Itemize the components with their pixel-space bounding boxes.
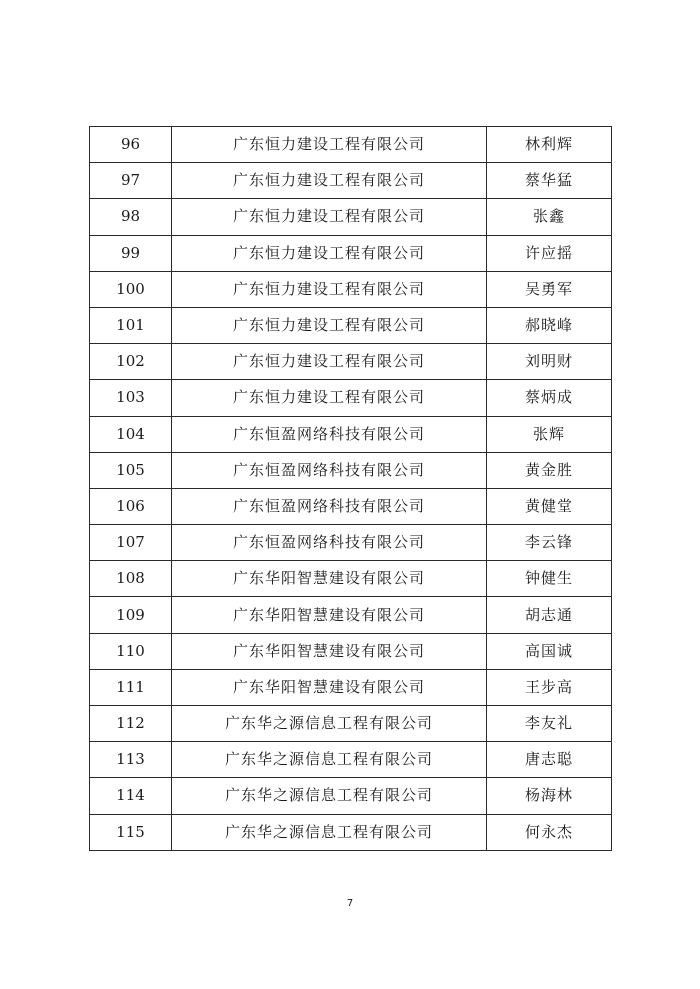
- row-number-cell: 109: [90, 597, 172, 633]
- person-name-cell: 郝晓峰: [487, 307, 612, 343]
- person-name-cell: 许应摇: [487, 235, 612, 271]
- person-name-cell: 蔡炳成: [487, 380, 612, 416]
- row-number-cell: 114: [90, 778, 172, 814]
- company-name-cell: 广东华之源信息工程有限公司: [172, 706, 487, 742]
- row-number-cell: 107: [90, 525, 172, 561]
- person-name-cell: 钟健生: [487, 561, 612, 597]
- table-row: [90, 235, 612, 271]
- page-number: 7: [346, 898, 354, 909]
- company-name-cell: 广东恒力建设工程有限公司: [172, 127, 487, 163]
- table-row: [90, 163, 612, 199]
- table-row: [90, 742, 612, 778]
- person-name-cell: 唐志聪: [487, 742, 612, 778]
- table-row: [90, 597, 612, 633]
- roster-table: [89, 126, 612, 851]
- person-name-cell: 蔡华猛: [487, 163, 612, 199]
- row-number-cell: 112: [90, 706, 172, 742]
- table-row: [90, 416, 612, 452]
- row-number-cell: 106: [90, 488, 172, 524]
- company-name-cell: 广东恒力建设工程有限公司: [172, 199, 487, 235]
- row-number-cell: 102: [90, 344, 172, 380]
- person-name-cell: 李云锋: [487, 525, 612, 561]
- company-name-cell: 广东华阳智慧建设有限公司: [172, 597, 487, 633]
- person-name-cell: 李友礼: [487, 706, 612, 742]
- company-name-cell: 广东恒力建设工程有限公司: [172, 307, 487, 343]
- row-number-cell: 100: [90, 271, 172, 307]
- row-number-cell: 96: [90, 127, 172, 163]
- company-name-cell: 广东华阳智慧建设有限公司: [172, 633, 487, 669]
- person-name-cell: 林利辉: [487, 127, 612, 163]
- table-row: [90, 669, 612, 705]
- person-name-cell: 黄金胜: [487, 452, 612, 488]
- row-number-cell: 103: [90, 380, 172, 416]
- row-number-cell: 98: [90, 199, 172, 235]
- person-name-cell: 胡志通: [487, 597, 612, 633]
- table-row: [90, 307, 612, 343]
- person-name-cell: 黄健堂: [487, 488, 612, 524]
- row-number-cell: 97: [90, 163, 172, 199]
- person-name-cell: 何永杰: [487, 814, 612, 850]
- row-number-cell: 104: [90, 416, 172, 452]
- company-name-cell: 广东恒盈网络科技有限公司: [172, 416, 487, 452]
- table-row: [90, 127, 612, 163]
- company-name-cell: 广东恒力建设工程有限公司: [172, 380, 487, 416]
- person-name-cell: 王步高: [487, 669, 612, 705]
- company-name-cell: 广东恒盈网络科技有限公司: [172, 452, 487, 488]
- company-name-cell: 广东华阳智慧建设有限公司: [172, 561, 487, 597]
- company-name-cell: 广东恒盈网络科技有限公司: [172, 525, 487, 561]
- row-number-cell: 110: [90, 633, 172, 669]
- person-name-cell: 高国诚: [487, 633, 612, 669]
- roster-table-body: [90, 127, 612, 851]
- table-row: [90, 706, 612, 742]
- table-row: [90, 525, 612, 561]
- table-row: [90, 561, 612, 597]
- row-number-cell: 99: [90, 235, 172, 271]
- company-name-cell: 广东华之源信息工程有限公司: [172, 778, 487, 814]
- table-row: [90, 271, 612, 307]
- table-row: [90, 488, 612, 524]
- company-name-cell: 广东恒盈网络科技有限公司: [172, 488, 487, 524]
- person-name-cell: 张辉: [487, 416, 612, 452]
- row-number-cell: 113: [90, 742, 172, 778]
- row-number-cell: 101: [90, 307, 172, 343]
- company-name-cell: 广东恒力建设工程有限公司: [172, 235, 487, 271]
- company-name-cell: 广东恒力建设工程有限公司: [172, 163, 487, 199]
- table-row: [90, 633, 612, 669]
- person-name-cell: 吴勇军: [487, 271, 612, 307]
- company-name-cell: 广东华之源信息工程有限公司: [172, 742, 487, 778]
- table-row: [90, 778, 612, 814]
- table-row: [90, 814, 612, 850]
- company-name-cell: 广东华之源信息工程有限公司: [172, 814, 487, 850]
- row-number-cell: 108: [90, 561, 172, 597]
- table-row: [90, 344, 612, 380]
- row-number-cell: 115: [90, 814, 172, 850]
- company-name-cell: 广东华阳智慧建设有限公司: [172, 669, 487, 705]
- person-name-cell: 刘明财: [487, 344, 612, 380]
- table-row: [90, 199, 612, 235]
- row-number-cell: 111: [90, 669, 172, 705]
- person-name-cell: 杨海林: [487, 778, 612, 814]
- row-number-cell: 105: [90, 452, 172, 488]
- person-name-cell: 张鑫: [487, 199, 612, 235]
- company-name-cell: 广东恒力建设工程有限公司: [172, 344, 487, 380]
- company-name-cell: 广东恒力建设工程有限公司: [172, 271, 487, 307]
- table-row: [90, 380, 612, 416]
- table-row: [90, 452, 612, 488]
